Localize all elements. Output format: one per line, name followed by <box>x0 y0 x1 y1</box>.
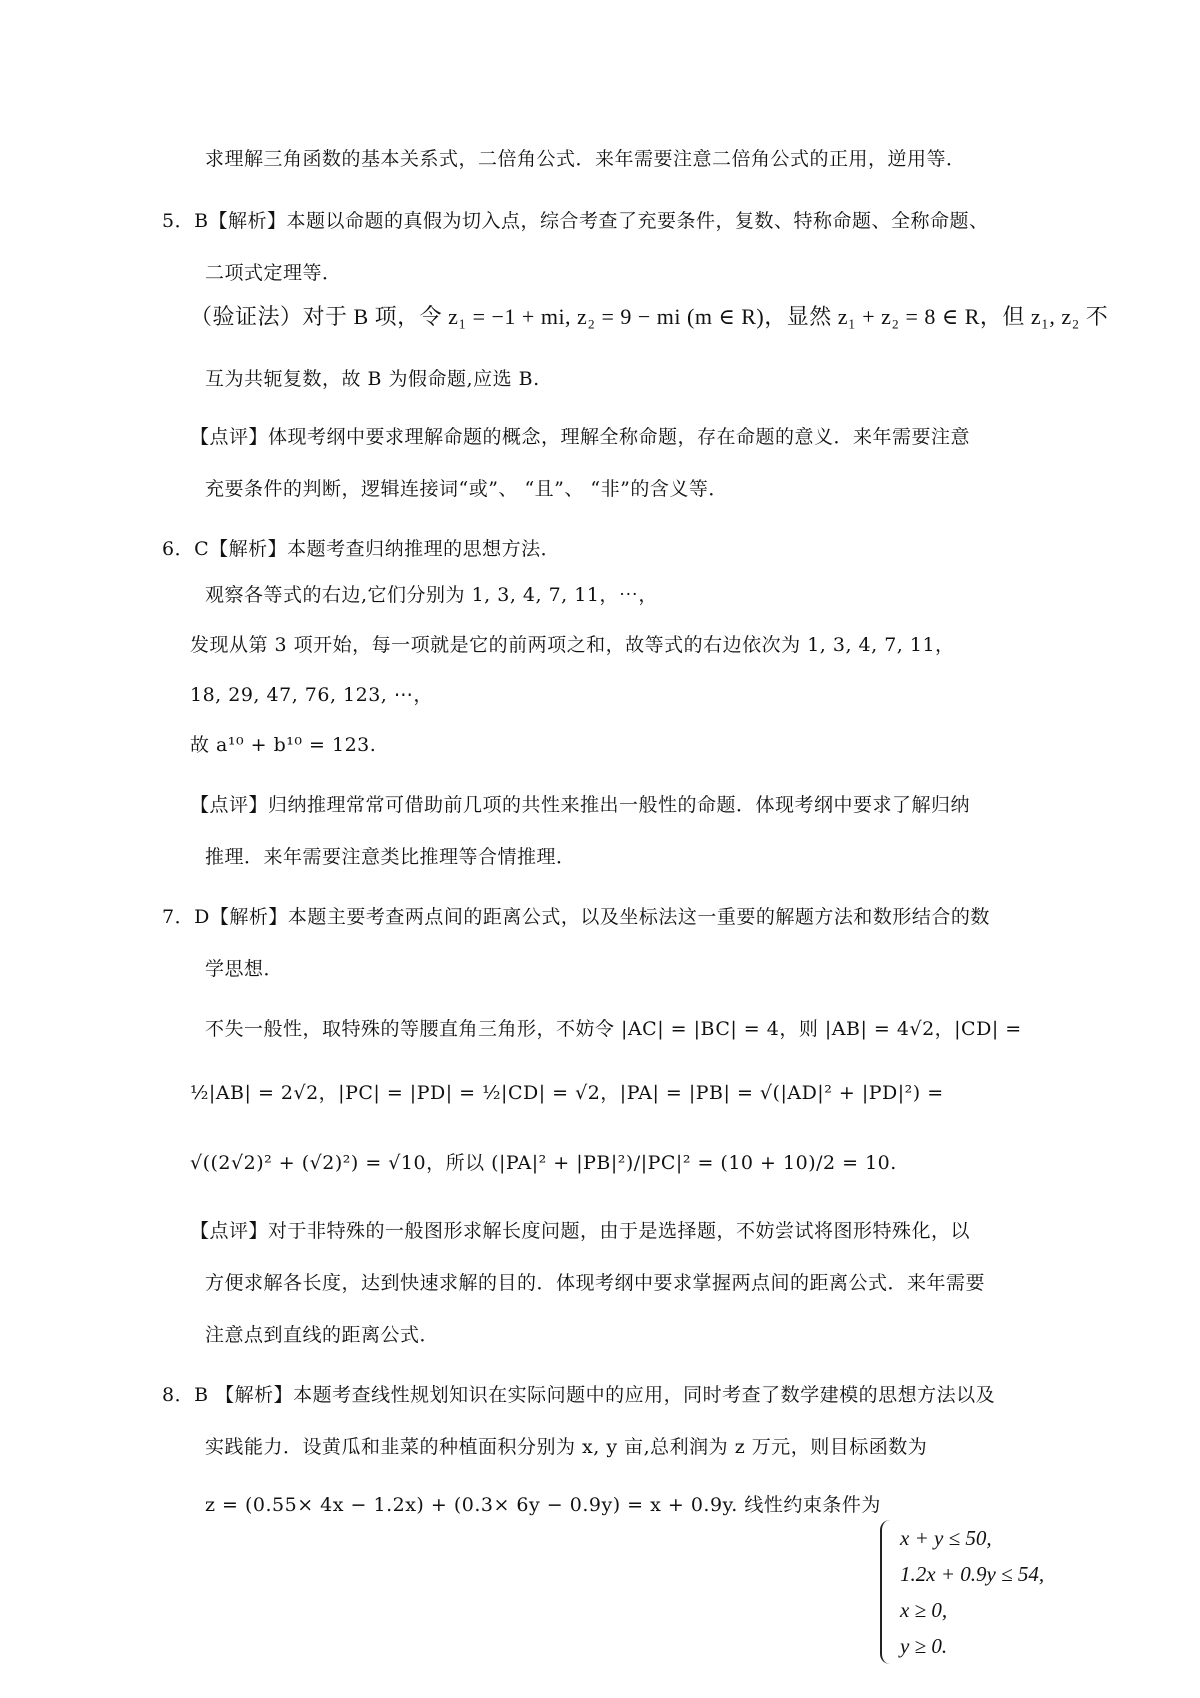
constraint-line: y ≥ 0. <box>900 1634 948 1658</box>
text-line: 推理．来年需要注意类比推理等合情推理． <box>205 846 576 868</box>
text-line: 18, 29, 47, 76, 123, ⋯， <box>190 684 433 706</box>
constraint-line: 1.2x + 0.9y ≤ 54, <box>900 1562 1045 1586</box>
text-line: 学思想． <box>205 958 284 980</box>
text-line: 二项式定理等． <box>205 262 342 284</box>
text-line: 5．B【解析】本题以命题的真假为切入点，综合考查了充要条件，复数、特称命题、全称命题、 <box>162 210 989 232</box>
constraint-system <box>880 1520 1044 1664</box>
constraint-line: x ≥ 0, <box>900 1598 948 1622</box>
text-line: 8．B 【解析】本题考查线性规划知识在实际问题中的应用，同时考查了数学建模的思想方法以及 <box>162 1384 996 1406</box>
constraint-line: x + y ≤ 50, <box>900 1526 992 1550</box>
text-line: 发现从第 3 项开始，每一项就是它的前两项之和，故等式的右边依次为 1, 3, 4, 7, 11， <box>190 634 955 656</box>
text-line: 6．C【解析】本题考查归纳推理的思想方法． <box>162 538 561 560</box>
text-line: 【点评】体现考纲中要求理解命题的概念，理解全称命题，存在命题的意义．来年需要注意 <box>190 426 971 448</box>
text-line: 实践能力．设黄瓜和韭菜的种植面积分别为 x, y 亩,总利润为 z 万元，则目标函数为 <box>205 1436 928 1458</box>
text-line: 注意点到直线的距离公式． <box>205 1324 440 1346</box>
text-line: 观察各等式的右边,它们分别为 1, 3, 4, 7, 11，⋯， <box>205 584 658 606</box>
text-line: ½|AB| = 2√2，|PC| = |PD| = ½|CD| = √2，|PA| = |PB| = √(|AD|² + |PD|²) = <box>190 1082 944 1104</box>
text-line: √((2√2)² + (√2)²) = √10，所以 (|PA|² + |PB|²)/|PC|² = (10 + 10)/2 = 10. <box>190 1152 897 1174</box>
text-line: 充要条件的判断，逻辑连接词“或”、 “且”、 “非”的含义等． <box>205 478 728 500</box>
text-line: 求理解三角函数的基本关系式，二倍角公式．来年需要注意二倍角公式的正用，逆用等． <box>205 148 966 170</box>
text-line: 互为共轭复数，故 B 为假命题,应选 B. <box>205 368 540 390</box>
text-line: z = (0.55× 4x − 1.2x) + (0.3× 6y − 0.9y) = x + 0.9y. 线性约束条件为 <box>205 1494 881 1516</box>
text-line: 7．D【解析】本题主要考查两点间的距离公式，以及坐标法这一重要的解题方法和数形结合的数 <box>162 906 990 928</box>
text-line: 故 a¹⁰ + b¹⁰ = 123. <box>190 734 377 756</box>
text-line: 方便求解各长度，达到快速求解的目的．体现考纲中要求掌握两点间的距离公式．来年需要 <box>205 1272 986 1294</box>
text-line: 【点评】归纳推理常常可借助前几项的共性来推出一般性的命题．体现考纲中要求了解归纳 <box>190 794 971 816</box>
text-line: （验证法）对于 B 项，令 z₁ = −1 + mi, z₂ = 9 − mi (m ∈ R)，显然 z₁ + z₂ = 8 ∈ R，但 z₁, z₂ 不 <box>190 304 1109 329</box>
text-line: 不失一般性，取特殊的等腰直角三角形，不妨令 |AC| = |BC| = 4，则 |AB| = 4√2，|CD| = <box>205 1018 1022 1040</box>
text-line: 【点评】对于非特殊的一般图形求解长度问题，由于是选择题，不妨尝试将图形特殊化，以 <box>190 1220 971 1242</box>
